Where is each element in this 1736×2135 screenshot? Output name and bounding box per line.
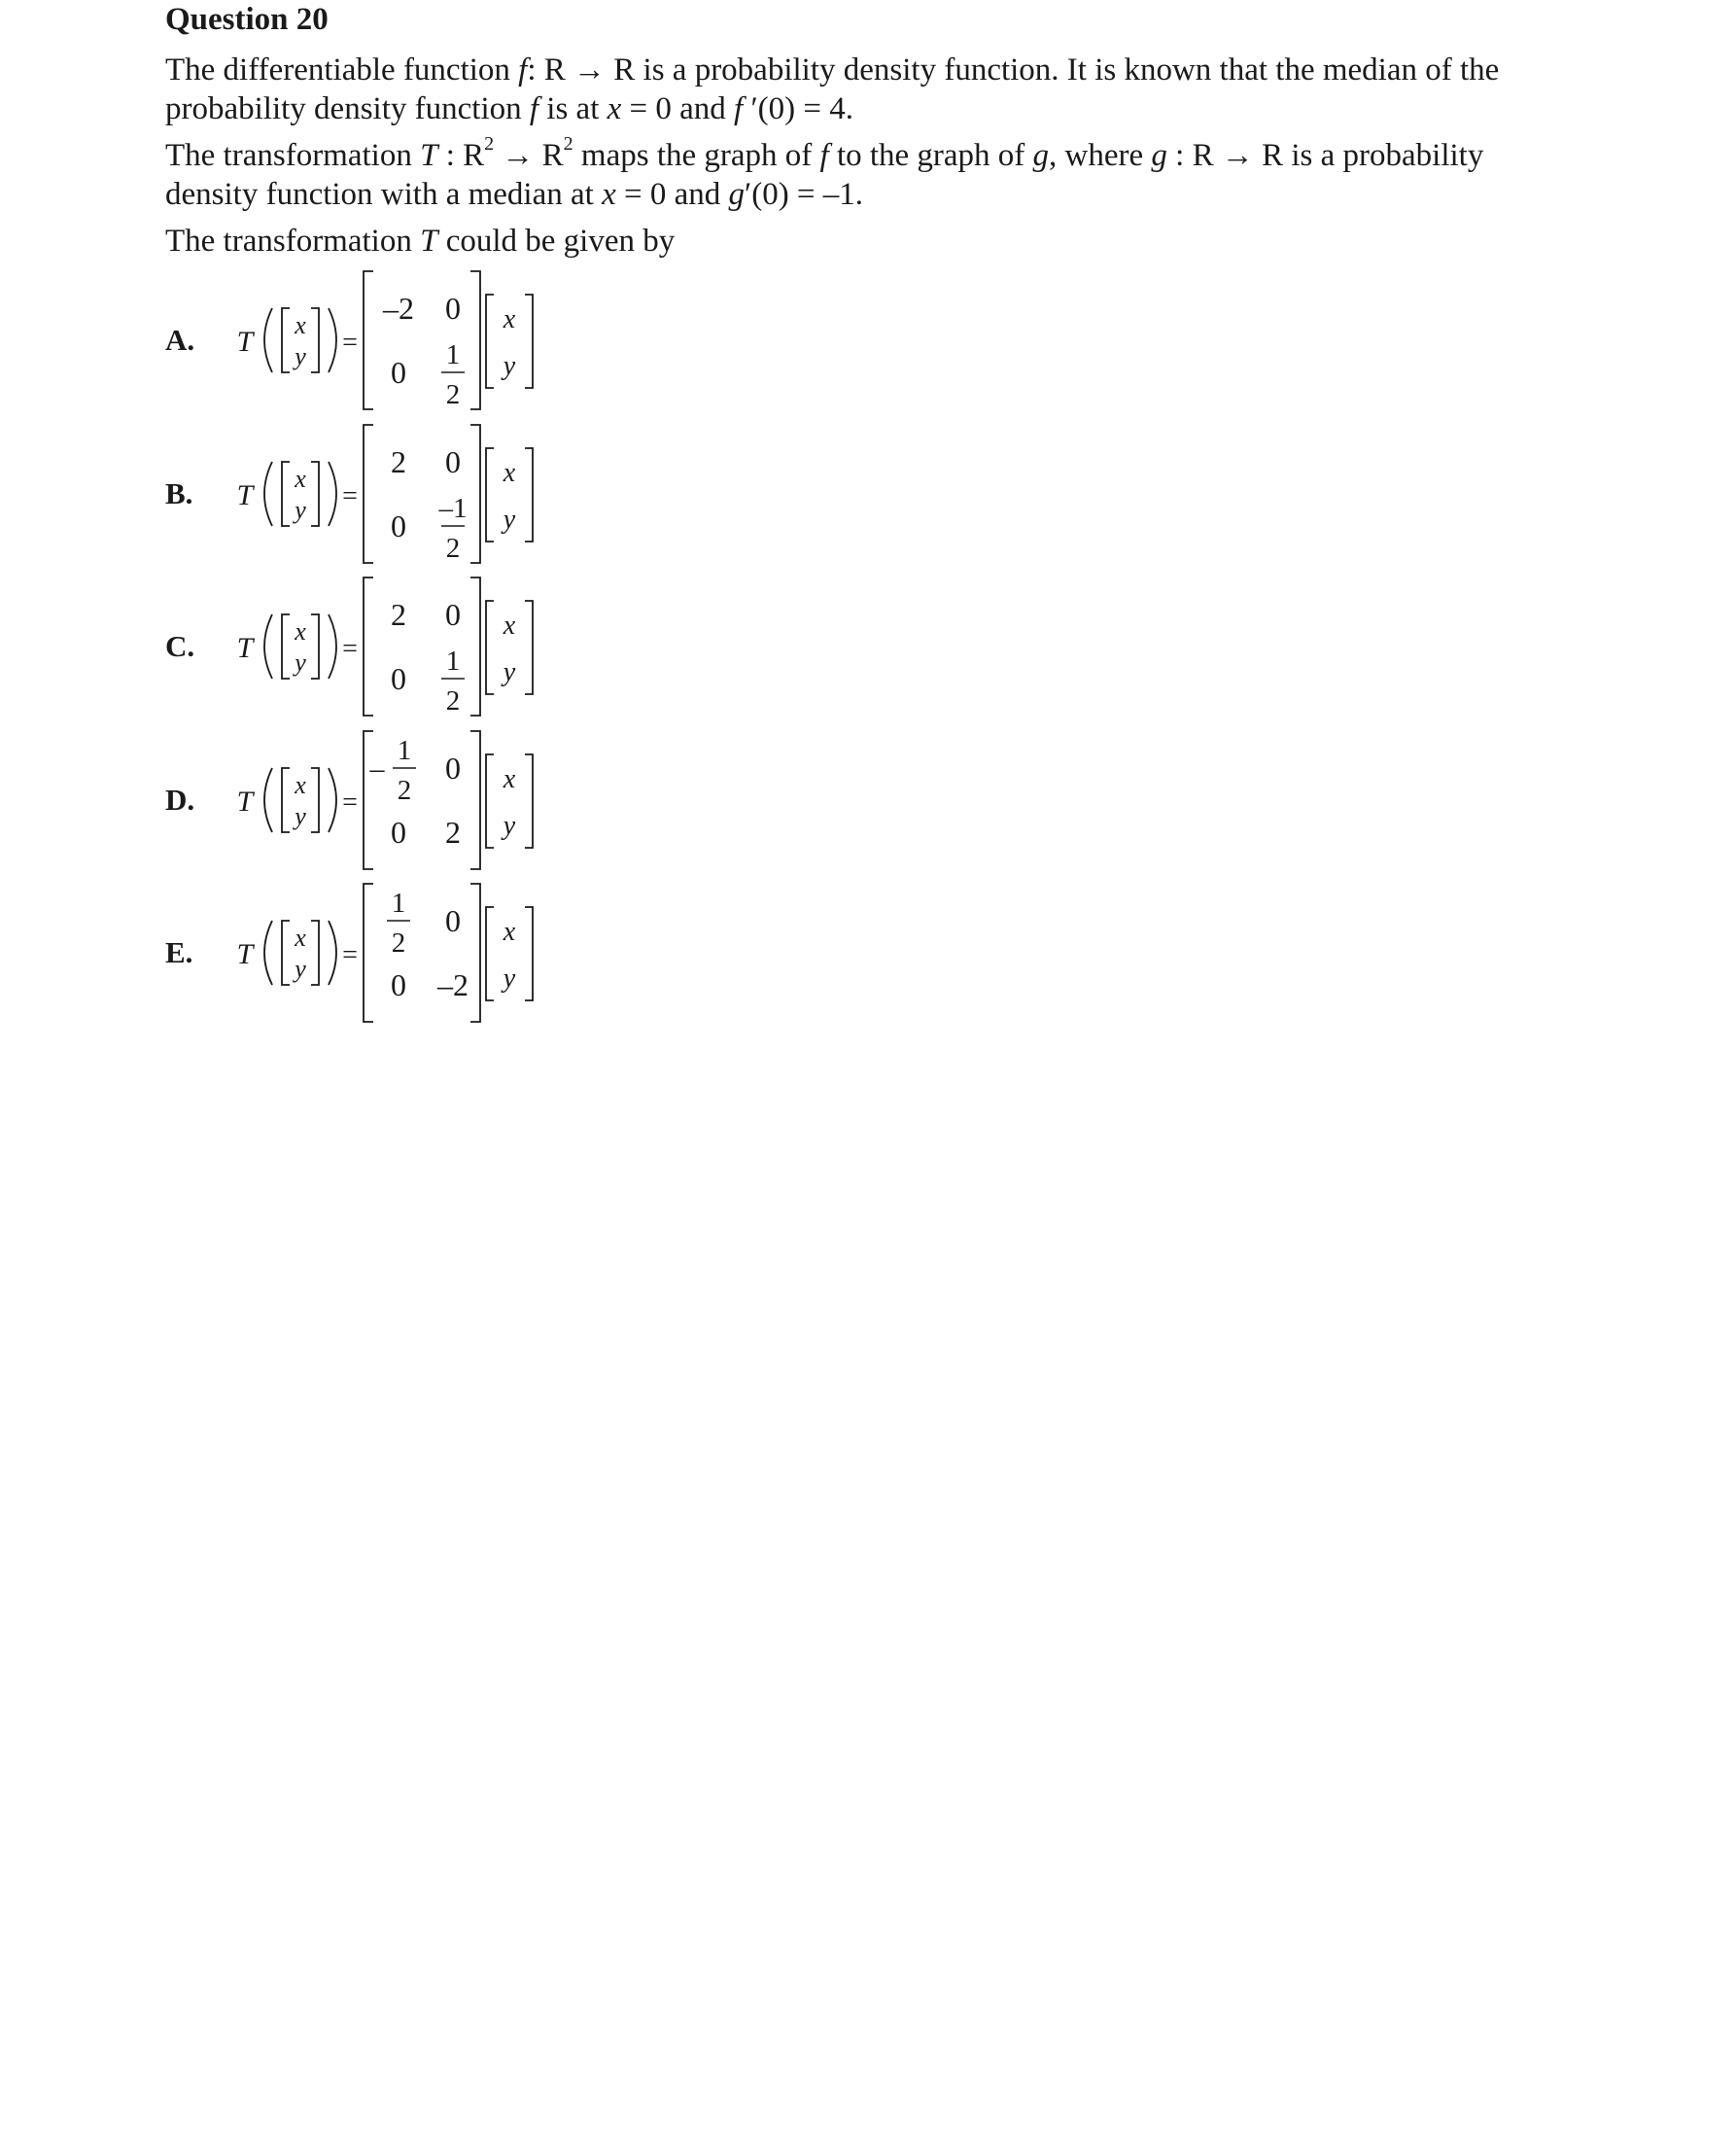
- fraction-denominator: 2: [397, 775, 412, 806]
- vector-bracket-right: [311, 308, 319, 372]
- matrix-entry-22: [441, 339, 465, 410]
- vector-bracket-left: [282, 462, 290, 526]
- matrix-entry-21: 0: [391, 967, 406, 1002]
- fraction-sign: –: [369, 752, 385, 785]
- vector-y: y: [295, 955, 306, 983]
- column-x: x: [503, 458, 516, 488]
- text-run: ′(0) = –1.: [744, 177, 864, 212]
- answer-option[interactable]: [165, 880, 612, 1026]
- text-run: : R → R is a probability density function with a median at: [165, 138, 1484, 212]
- column-y: y: [503, 505, 516, 535]
- right-parenthesis: [329, 462, 336, 526]
- answer-option[interactable]: [165, 727, 612, 873]
- matrix-entry-21: 0: [391, 355, 406, 390]
- matrix-entry-22: –2: [437, 967, 469, 1002]
- superscript: 2: [484, 133, 495, 155]
- vector-bracket-right: [311, 768, 319, 832]
- column-bracket-left: [486, 754, 494, 848]
- equals-sign: =: [342, 788, 358, 818]
- option-letter: B.: [165, 476, 193, 510]
- vector-x: x: [295, 924, 306, 952]
- vector-bracket-right: [311, 462, 319, 526]
- vector-y: y: [295, 648, 306, 677]
- matrix-entry-12: 0: [445, 291, 461, 326]
- matrix-bracket-right: [470, 425, 480, 563]
- matrix-bracket-left: [364, 884, 373, 1022]
- fraction-denominator: 2: [445, 533, 461, 564]
- vector-bracket-right: [311, 921, 319, 985]
- text-run: The differentiable function: [165, 52, 519, 88]
- matrix-entry-11: [387, 888, 410, 959]
- math-f: f: [819, 138, 829, 173]
- option-equation: [235, 880, 566, 1026]
- equals-sign: =: [342, 481, 358, 511]
- text-run: to the graph of: [828, 138, 1033, 173]
- math-x: x: [607, 91, 622, 126]
- column-y: y: [503, 963, 516, 994]
- matrix-entry-11: 2: [391, 597, 406, 632]
- right-parenthesis: [329, 921, 336, 985]
- question-paragraph-1: [165, 51, 1565, 128]
- vector-y: y: [295, 496, 306, 524]
- column-bracket-left: [486, 295, 494, 388]
- function-T: T: [236, 326, 254, 358]
- vector-bracket-left: [282, 768, 290, 832]
- math-g: g: [1032, 138, 1050, 173]
- matrix-entry-11: 2: [391, 444, 406, 479]
- option-equation: [235, 727, 566, 873]
- vector-x: x: [295, 617, 306, 646]
- math-x: x: [602, 177, 616, 212]
- fraction-numerator: 1: [397, 735, 412, 766]
- column-x: x: [503, 611, 516, 641]
- superscript: 2: [563, 133, 573, 155]
- text-run: = 0 and: [615, 177, 729, 212]
- column-bracket-right: [525, 448, 533, 542]
- fraction-denominator: 2: [445, 379, 461, 410]
- answer-option[interactable]: [165, 421, 612, 567]
- option-letter: C.: [165, 629, 195, 663]
- option-equation: [235, 421, 566, 567]
- fraction-numerator: 1: [391, 888, 406, 919]
- math-f: f: [518, 52, 528, 88]
- function-T: T: [236, 938, 254, 970]
- fraction-numerator: –1: [438, 493, 468, 524]
- function-T: T: [236, 479, 254, 511]
- column-x: x: [503, 304, 516, 334]
- matrix-bracket-left: [364, 578, 373, 716]
- left-parenthesis: [264, 308, 272, 372]
- question-title: Question 20: [165, 2, 329, 37]
- equals-sign: =: [342, 328, 358, 358]
- matrix-entry-12: 0: [445, 444, 461, 479]
- math-T: T: [420, 224, 438, 259]
- matrix-entry-22: [441, 646, 465, 717]
- matrix-bracket-right: [470, 578, 480, 716]
- matrix-bracket-right: [470, 271, 480, 409]
- matrix-bracket-right: [470, 884, 480, 1022]
- matrix-entry-12: 0: [445, 903, 461, 938]
- vector-x: x: [295, 771, 306, 799]
- matrix-entry-22: [438, 493, 468, 564]
- column-bracket-left: [486, 601, 494, 694]
- option-letter: E.: [165, 935, 193, 969]
- text-run: : R → R is a probability density function. It is known that the median of the probability density function: [165, 52, 1500, 126]
- matrix-entry-11: [369, 735, 417, 806]
- option-equation: [235, 267, 566, 413]
- vector-y: y: [295, 342, 306, 370]
- column-bracket-right: [525, 754, 533, 848]
- vector-x: x: [295, 311, 306, 339]
- fraction-denominator: 2: [445, 685, 461, 717]
- left-parenthesis: [264, 768, 272, 832]
- answer-option[interactable]: [165, 267, 612, 413]
- text-run: ′(0) = 4.: [743, 91, 854, 126]
- equals-sign: =: [342, 634, 358, 664]
- vector-x: x: [295, 465, 306, 493]
- text-run: is at: [538, 91, 608, 126]
- matrix-entry-11: –2: [383, 291, 414, 326]
- column-y: y: [503, 351, 516, 381]
- right-parenthesis: [329, 614, 336, 679]
- text-run: : R: [437, 138, 485, 173]
- vector-bracket-left: [282, 614, 290, 679]
- text-run: maps the graph of: [573, 138, 820, 173]
- column-bracket-right: [525, 907, 533, 1000]
- column-bracket-right: [525, 601, 533, 694]
- vector-bracket-left: [282, 921, 290, 985]
- option-equation: [235, 574, 566, 719]
- matrix-bracket-left: [364, 425, 373, 563]
- fraction-denominator: 2: [391, 928, 406, 959]
- fraction-numerator: 1: [445, 646, 461, 677]
- math-g: g: [728, 177, 745, 212]
- vector-y: y: [295, 802, 306, 830]
- fraction-numerator: 1: [445, 339, 461, 370]
- matrix-entry-21: 0: [391, 661, 406, 696]
- column-x: x: [503, 917, 516, 947]
- right-parenthesis: [329, 308, 336, 372]
- math-T: T: [420, 138, 438, 173]
- matrix-entry-12: 0: [445, 751, 461, 786]
- text-run: The transformation: [165, 224, 421, 259]
- text-run: = 0 and: [621, 91, 735, 126]
- math-f: f: [529, 91, 539, 126]
- column-bracket-left: [486, 448, 494, 542]
- column-y: y: [503, 657, 516, 687]
- column-x: x: [503, 764, 516, 794]
- answer-option[interactable]: [165, 574, 612, 719]
- math-f: f: [734, 91, 744, 126]
- question-paragraph-2: [165, 133, 1565, 214]
- matrix-bracket-right: [470, 731, 480, 869]
- function-T: T: [236, 632, 254, 664]
- text-run: could be given by: [437, 224, 676, 259]
- column-bracket-left: [486, 907, 494, 1000]
- vector-bracket-right: [311, 614, 319, 679]
- question-paragraph-3: [165, 222, 1565, 261]
- column-y: y: [503, 811, 516, 841]
- left-parenthesis: [264, 921, 272, 985]
- option-letter: D.: [165, 783, 195, 817]
- left-parenthesis: [264, 462, 272, 526]
- matrix-entry-21: 0: [391, 815, 406, 850]
- text-run: , where: [1049, 138, 1152, 173]
- left-parenthesis: [264, 614, 272, 679]
- matrix-entry-21: 0: [391, 508, 406, 543]
- vector-bracket-left: [282, 308, 290, 372]
- text-run: → R: [494, 138, 564, 173]
- column-bracket-right: [525, 295, 533, 388]
- math-g: g: [1151, 138, 1167, 173]
- matrix-bracket-left: [364, 271, 373, 409]
- right-parenthesis: [329, 768, 336, 832]
- equals-sign: =: [342, 940, 358, 970]
- matrix-entry-22: 2: [445, 815, 461, 850]
- option-letter: A.: [165, 323, 195, 357]
- text-run: The transformation: [165, 138, 421, 173]
- function-T: T: [236, 786, 254, 818]
- matrix-entry-12: 0: [445, 597, 461, 632]
